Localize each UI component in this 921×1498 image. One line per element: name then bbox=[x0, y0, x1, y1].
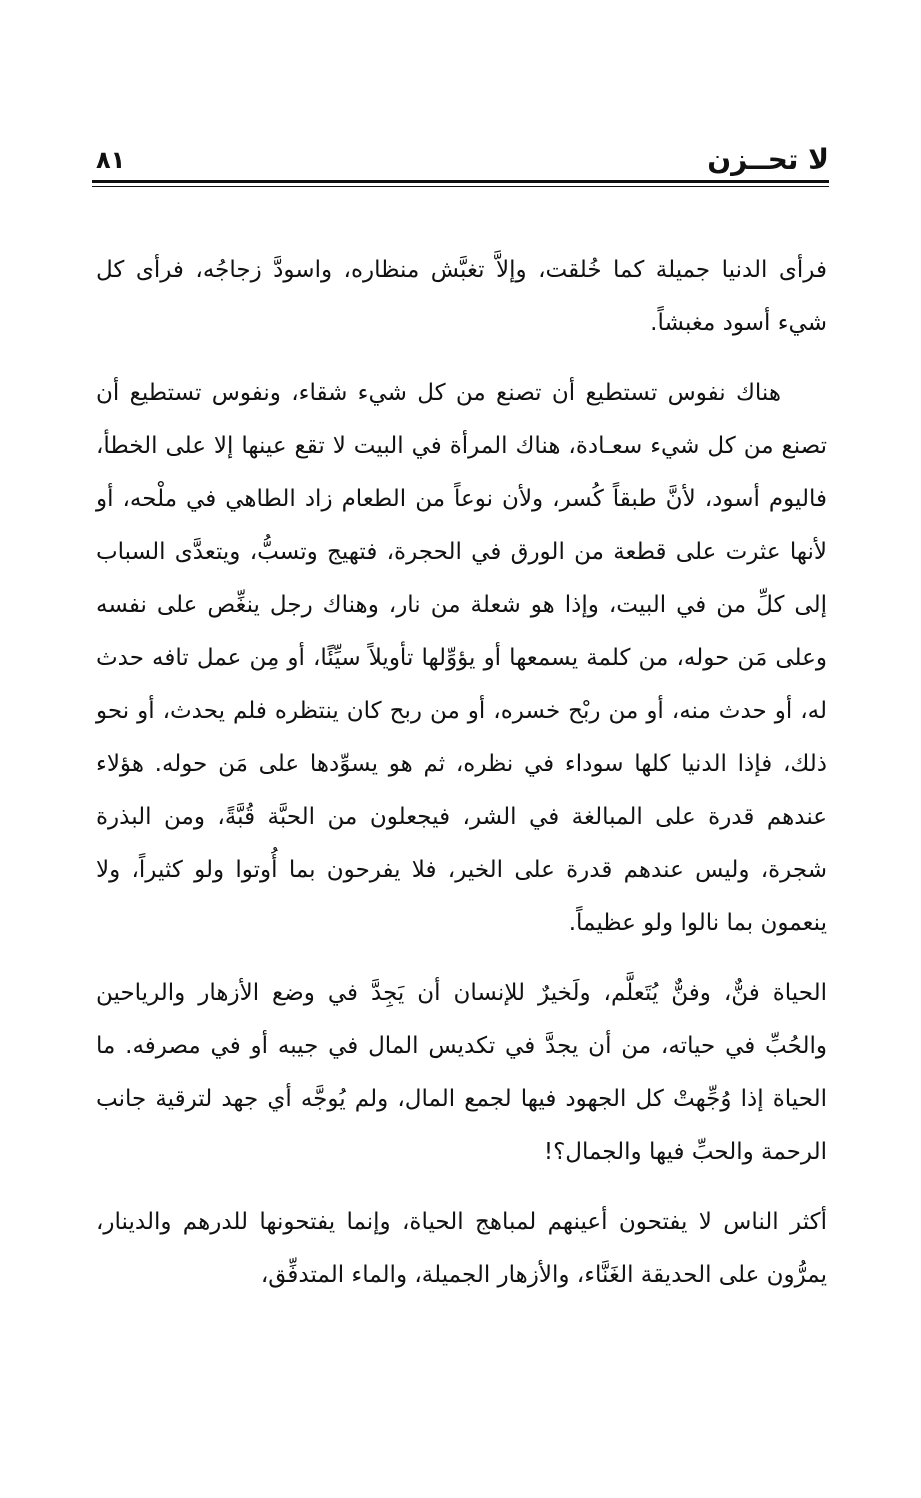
header-rule-thin bbox=[92, 186, 829, 187]
paragraph: هناك نفوس تستطيع أن تصنع من كل شيء شقاء، ونفوس تستطيع أن تصنع من كل شيء سعـادة، هناك المرأة في البيت لا تقع عينها إلا على الخطأ، فاليوم أسود، لأنَّ طبقاً كُسر، ولأن نوعاً من الطعام زاد الطاهي في ملْحه، أو لأنها عثرت على قطعة من الورق في الحجرة، فتهيج وتسبُّ، ويتعدَّى السباب إلى كلِّ من في البيت، وإذا هو شعلة من نار، وهناك رجل ينغِّص على نفسه وعلى مَن حوله، من كلمة يسمعها أو يؤوِّلها تأويلاً سيِّئًا، أو مِن عمل تافه حدث له، أو حدث منه، أو من ربْح خسره، أو من ربح كان ينتظره فلم يحدث، أو نحو ذلك، فإذا الدنيا كلها سوداء في نظره، ثم هو يسوِّدها على مَن حوله. هؤلاء عندهم قدرة على المبالغة في الشر، فيجعلون من الحبَّة قُبَّةً، ومن البذرة شجرة، وليس عندهم قدرة على الخير، فلا يفرحون بما أُوتوا ولو كثيراً، ولا ينعمون بما نالوا ولو عظيماً. bbox=[96, 380, 827, 936]
running-header bbox=[92, 140, 829, 180]
book-title: لا تحــزن bbox=[707, 143, 829, 176]
paragraph: أكثر الناس لا يفتحون أعينهم لمباهج الحياة، وإنما يفتحونها للدرهم والدينار، يمرُّون على الحديقة الغَنَّاء، والأزهار الجميلة، والماء المتدفِّق، bbox=[96, 1209, 827, 1288]
paragraph: الحياة فنٌّ، وفنٌّ يُتَعلَّم، ولَخيرٌ للإنسان أن يَجِدَّ في وضع الأزهار والرياحين والحُبِّ في حياته، من أن يجدَّ في تكديس المال في جيبه أو في مصرفه. ما الحياة إذا وُجِّهتْ كل الجهود فيها لجمع المال، ولم يُوجَّه أي جهد لترقية جانب الرحمة والحبِّ فيها والجمال؟! bbox=[96, 980, 827, 1165]
paragraph: فرأى الدنيا جميلة كما خُلقت، وإلاَّ تغبَّش منظاره، واسودَّ زجاجُه، فرأى كل شيء أسود مغبشاً. bbox=[96, 257, 827, 336]
header-rule-thick bbox=[92, 180, 829, 183]
page-number: ٨١ bbox=[96, 146, 126, 174]
body-text bbox=[96, 244, 827, 1302]
